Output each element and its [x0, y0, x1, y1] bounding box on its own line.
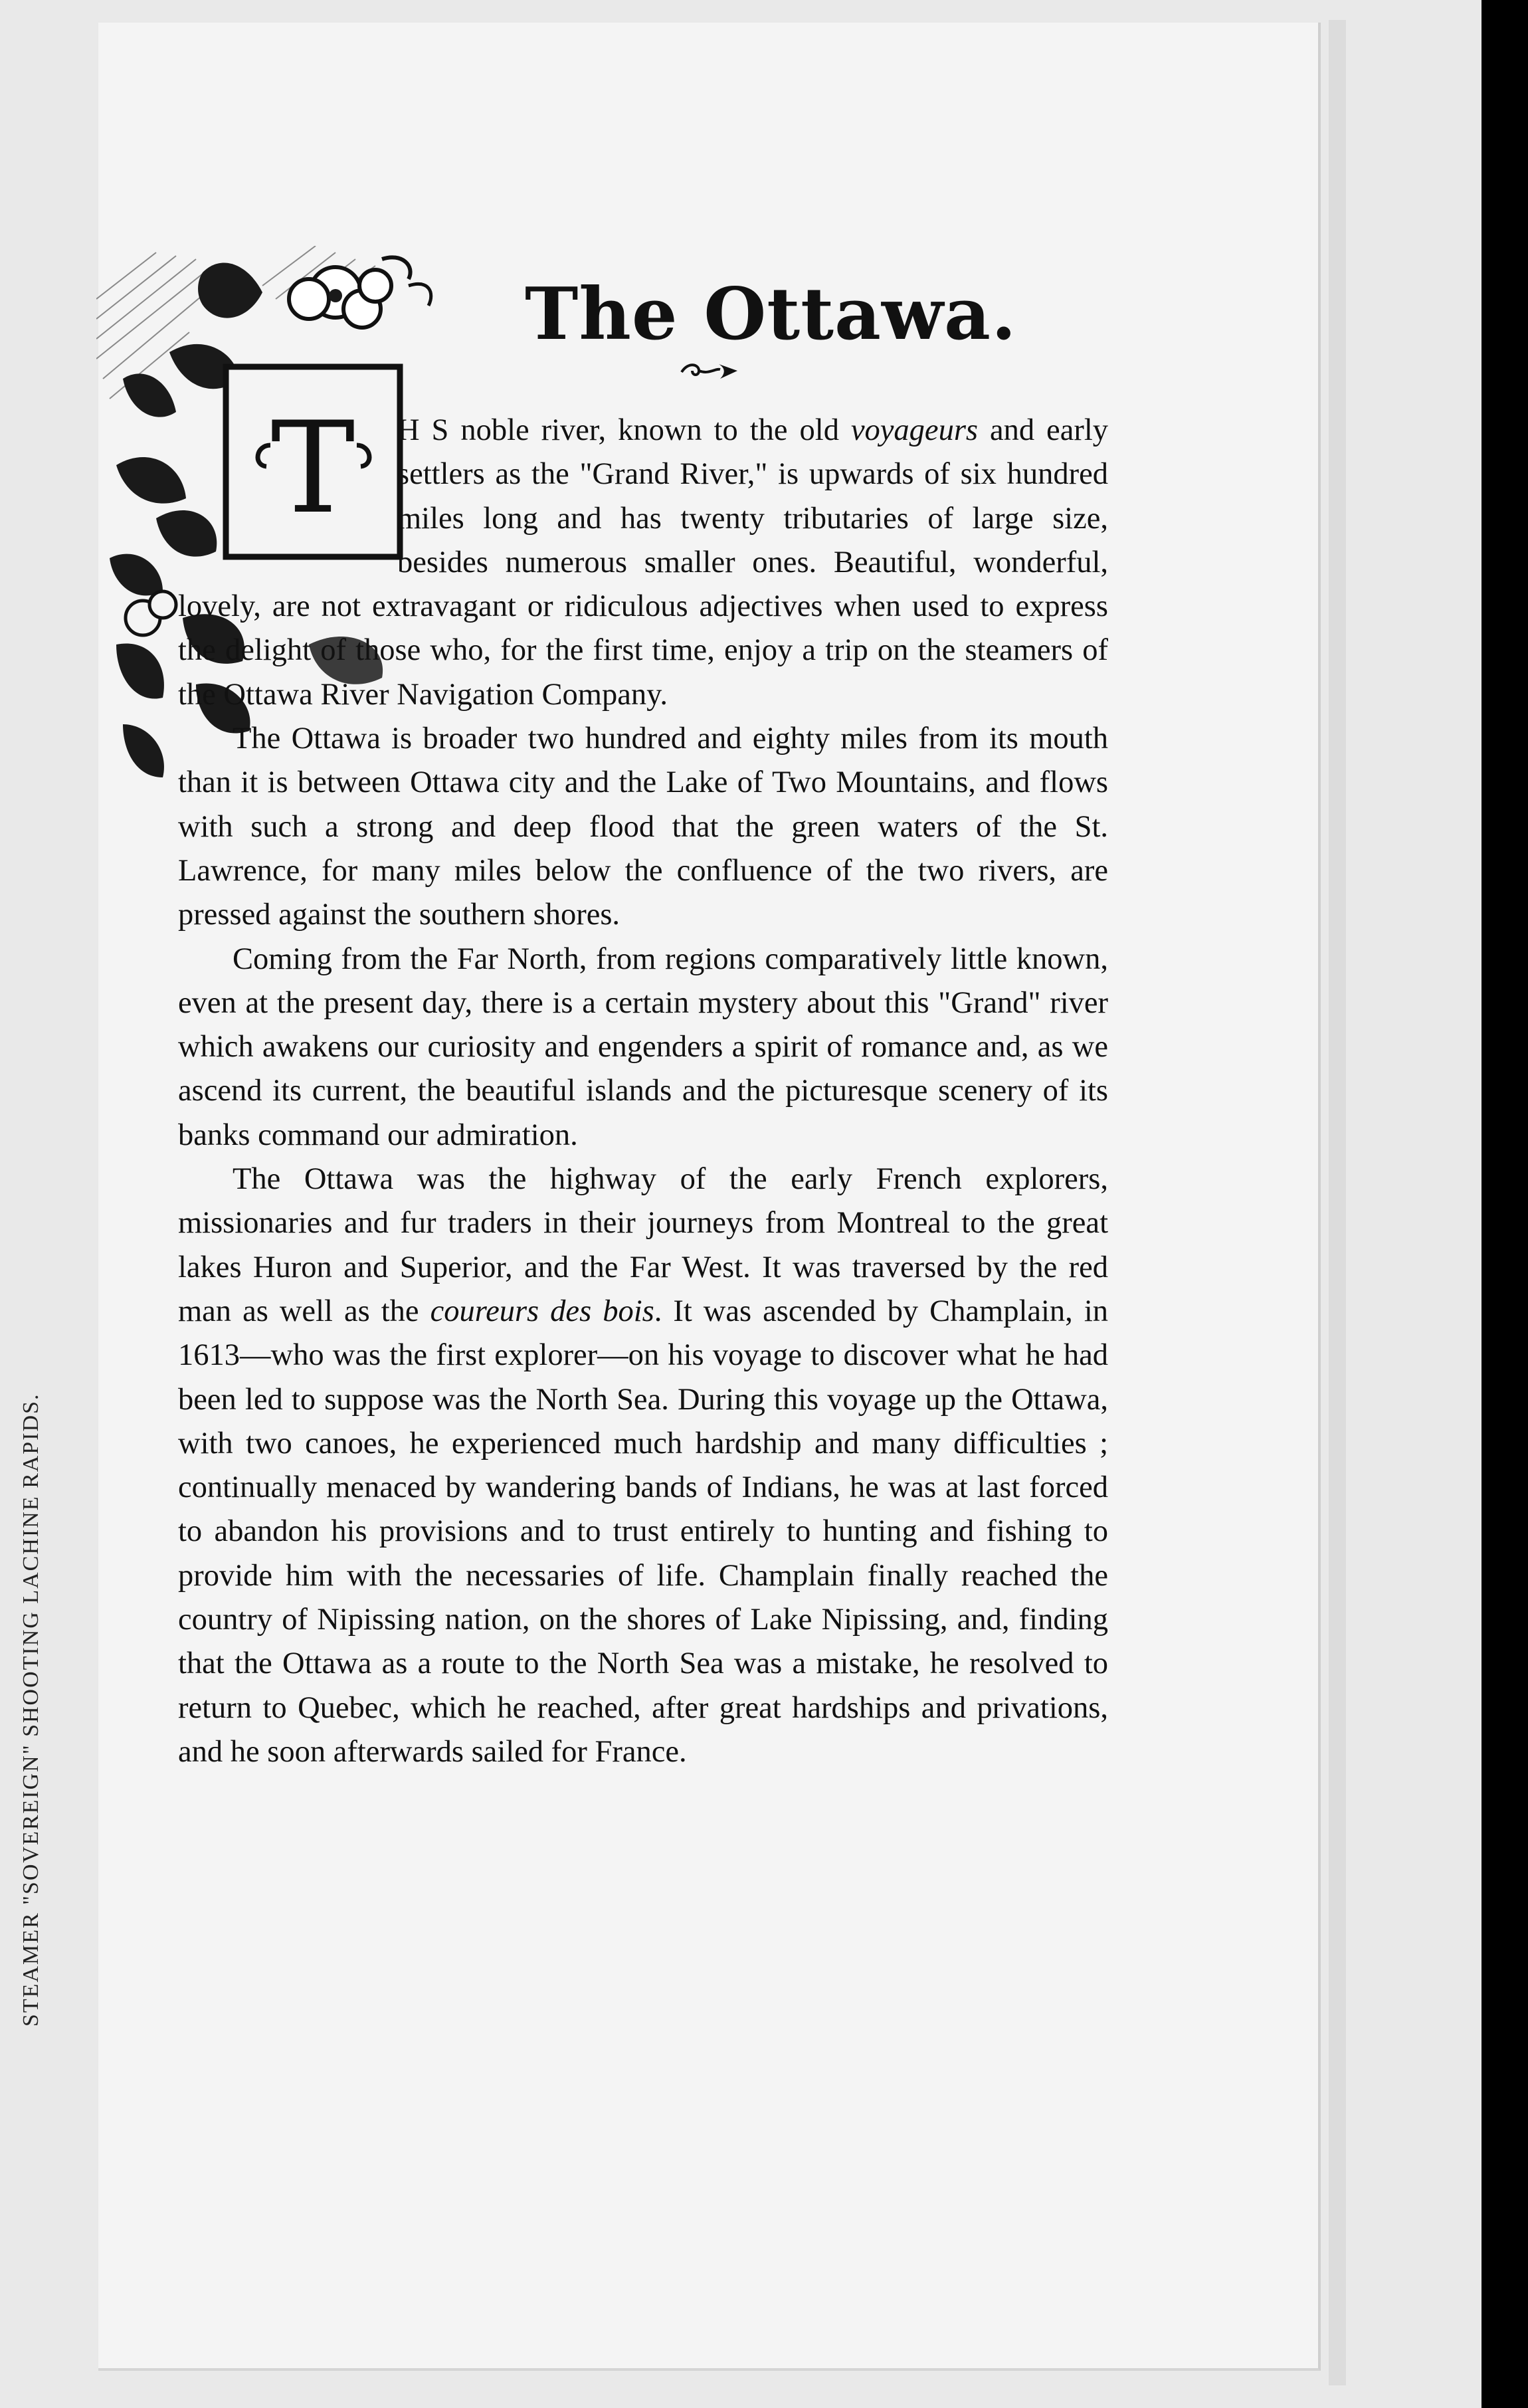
- leaf: [116, 457, 186, 504]
- drop-cap-letter: T: [270, 395, 355, 542]
- paragraph-3: Coming from the Far North, from regions comparatively little known, even at the present day, there is a certain mystery about this "Grand" river which awakens our curiosity and engenders a spirit of romance and, as we ascend its current, the beautiful islands and the picturesque scenery of its banks command our admiration.: [178, 942, 1108, 1152]
- next-page-edge: [1329, 20, 1346, 2385]
- page-title: The Ottawa.: [525, 272, 1017, 356]
- scan-border: [1481, 0, 1528, 2408]
- paragraph-2: The Ottawa is broader two hundred and eighty miles from its mouth than it is between Ottawa city and the Lake of Two Mountains, and flows with such a strong and deep flood that the green waters of the St. Lawrence, for many miles below the confluence of the two rivers, are pressed against the southern shores.: [178, 722, 1108, 932]
- leaf: [198, 263, 262, 318]
- leaf: [110, 554, 163, 596]
- flower: [126, 591, 176, 635]
- spine-caption: STEAMER "SOVEREIGN" SHOOTING LACHINE RAPIDS.: [19, 1393, 43, 2027]
- article-body: [178, 409, 1108, 1774]
- leaf: [123, 724, 164, 777]
- leaf: [116, 643, 164, 698]
- paragraph-1: H S noble river, known to the old voyageurs and early settlers as the "Grand River," is upwards of six hundred miles long and has twenty tributaries of large size, besides numerous smaller ones. Beautiful, wonderful, lovely, are not extravagant or ridiculous adjectives when used to express the delight of those who, for the first time, enjoy a trip on the steamers of the Ottawa River Navigation Company.: [178, 413, 1108, 712]
- title-flourish-icon: [679, 359, 740, 381]
- paragraph-4: The Ottawa was the highway of the early French explorers, missionaries and fur traders in their journeys from Montreal to the great lakes Huron and Superior, and the Far West. It was traversed by the red man as well as the coureurs des bois. It was ascended by Champlain, in 1613—who was the first explorer—on his voyage to discover what he had been led to suppose was the North Sea. During this voyage up the Ottawa, with two canoes, he experienced much hardship and many difficulties ; continually menaced by wandering bands of Indians, he was at last forced to abandon his provisions and to trust entirely to hunting and fishing to provide him with the necessaries of life. Champlain finally reached the country of Nipissing nation, on the shores of Lake Nipissing, and, finding that the Ottawa as a route to the North Sea was a mistake, he resolved to return to Quebec, which he reached, after great hardships and privations, and he soon afterwards sailed for France.: [178, 1162, 1108, 1769]
- leaf: [123, 373, 176, 417]
